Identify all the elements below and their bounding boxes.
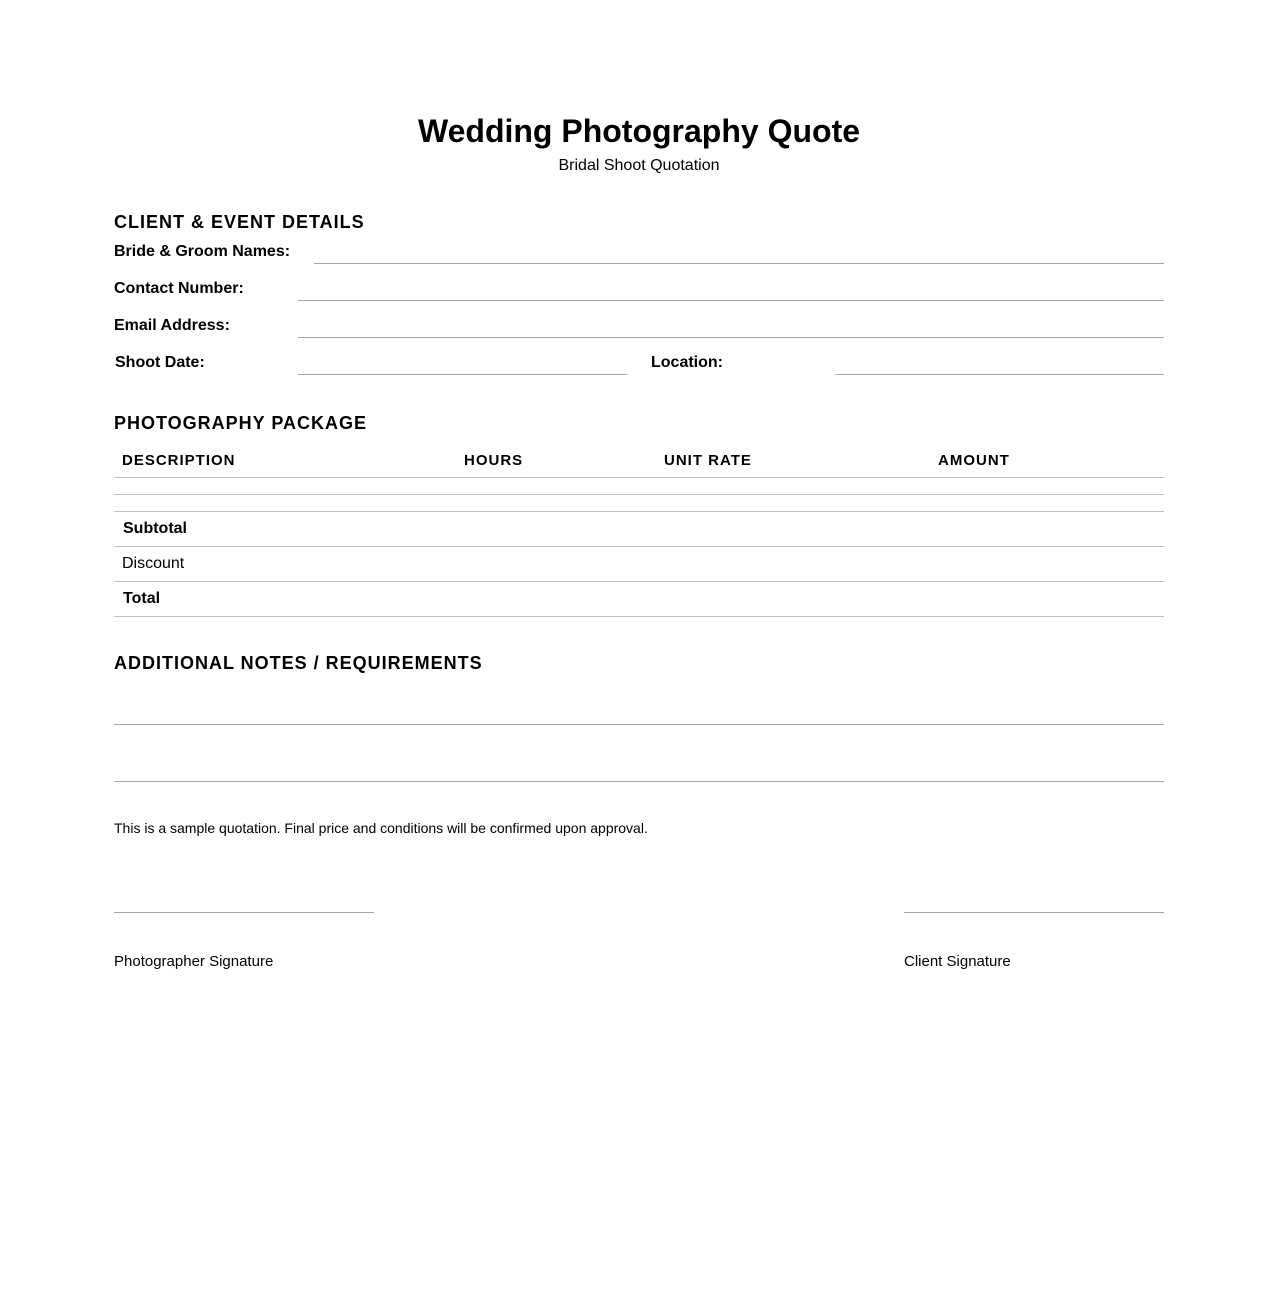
location-label: Location:	[651, 354, 723, 371]
subtotal-label: Subtotal	[123, 520, 187, 537]
photographer-signature-label: Photographer Signature	[114, 953, 274, 970]
discount-label: Discount	[122, 555, 185, 572]
column-header-hours: HOURS	[464, 452, 524, 469]
notes-line[interactable]	[114, 781, 1164, 782]
client-signature-line[interactable]	[904, 912, 1164, 913]
total-label: Total	[123, 590, 161, 607]
bride-groom-names-field[interactable]	[314, 263, 1164, 264]
email-address-field[interactable]	[298, 337, 1164, 338]
client-details-heading: CLIENT & EVENT DETAILS	[114, 212, 365, 232]
row-divider	[114, 546, 1164, 547]
notes-heading: ADDITIONAL NOTES / REQUIREMENTS	[114, 653, 483, 673]
document-subtitle: Bridal Shoot Quotation	[558, 157, 720, 174]
row-divider	[114, 581, 1164, 582]
disclaimer-text: This is a sample quotation. Final price and conditions will be confirmed upon approval.	[114, 820, 648, 836]
contact-number-label: Contact Number:	[114, 280, 244, 297]
row-divider	[114, 511, 1164, 512]
table-row[interactable]	[114, 478, 1164, 494]
location-field[interactable]	[835, 374, 1164, 375]
email-address-label: Email Address:	[114, 317, 230, 334]
package-heading: PHOTOGRAPHY PACKAGE	[114, 413, 368, 433]
table-row[interactable]	[114, 495, 1164, 511]
shoot-date-label: Shoot Date:	[115, 354, 205, 371]
notes-line[interactable]	[114, 724, 1164, 725]
client-signature-label: Client Signature	[904, 953, 1011, 970]
shoot-date-field[interactable]	[298, 374, 627, 375]
column-header-description: DESCRIPTION	[122, 452, 236, 469]
column-header-amount: AMOUNT	[938, 452, 1010, 469]
column-header-unit-rate: UNIT RATE	[664, 452, 752, 469]
contact-number-field[interactable]	[298, 300, 1164, 301]
row-divider	[114, 616, 1164, 617]
photographer-signature-line[interactable]	[114, 912, 374, 913]
document-title: Wedding Photography Quote	[417, 113, 861, 149]
bride-groom-names-label: Bride & Groom Names:	[114, 243, 291, 260]
